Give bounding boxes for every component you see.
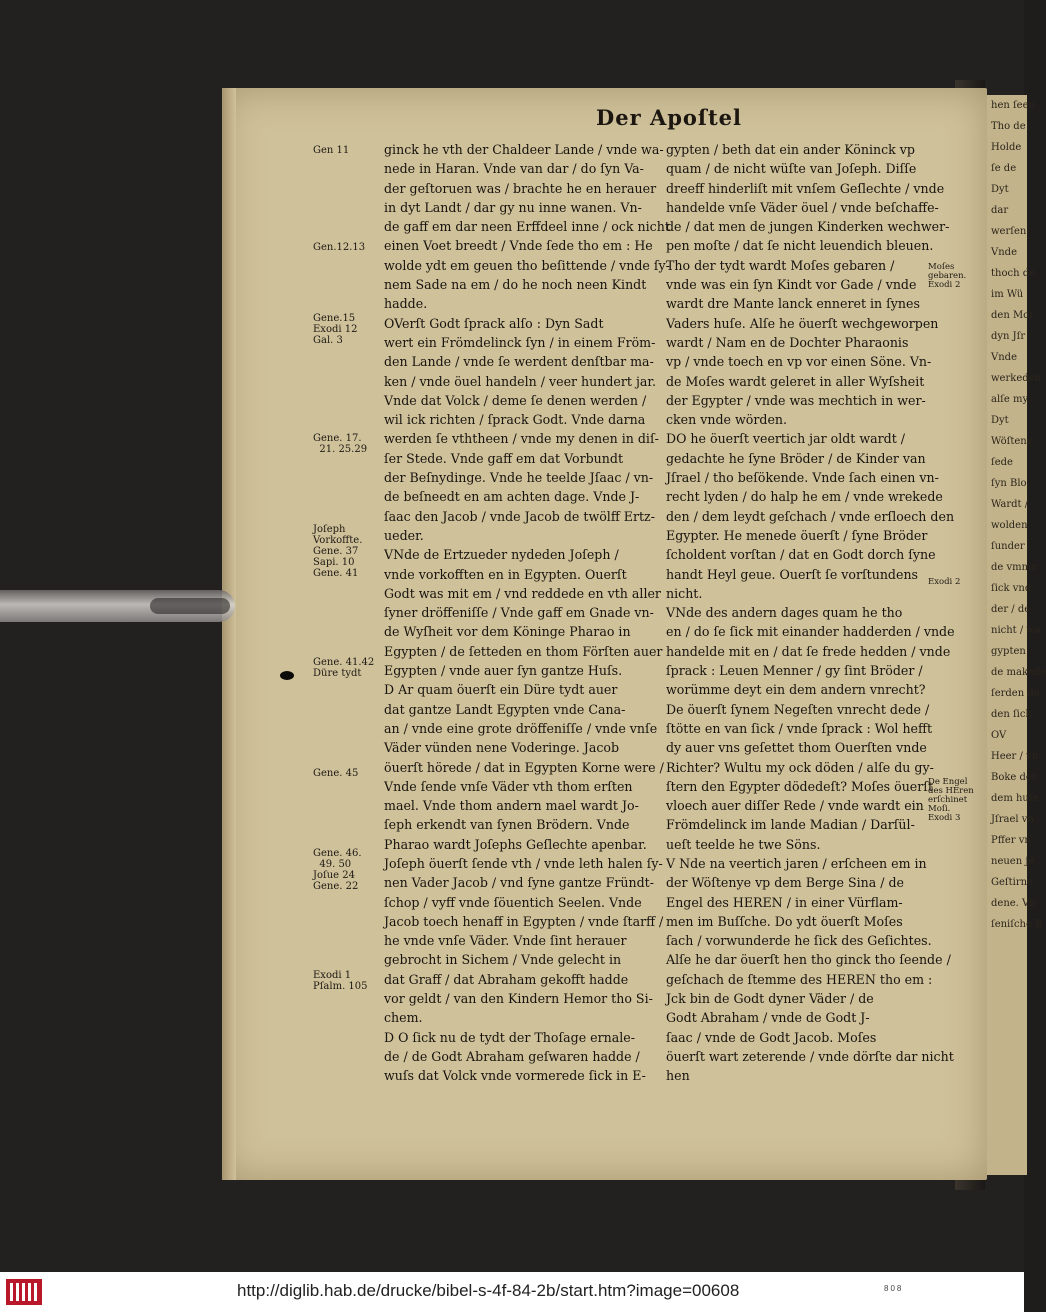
margin-reference: Gene. 17. 21. 25.29	[313, 433, 368, 455]
text-line: D O ſick nu de tydt der Thoſage ernale-	[384, 1029, 635, 1045]
text-line: de / dat men de jungen Kinderken wechwer-	[666, 219, 950, 235]
text-line: Egypten / de ſetteden en thom Förſten auer	[384, 643, 663, 659]
text-line: Godt Abraham / vnde de Godt J-	[666, 1010, 870, 1026]
text-line: ueder.	[384, 527, 424, 543]
text-line: handelde vnſe Väder öuel / vnde beſchaffe-	[666, 199, 939, 215]
next-page-fragment: Geſtirne	[991, 877, 1033, 888]
text-line: der geſtoruen was / brachte he en herauer	[384, 180, 657, 196]
text-line: wil ick richten / ſprack Godt. Vnde darna	[384, 412, 646, 428]
text-line: wert ein Frömdelinck ſyn / in einem Fröm-	[384, 334, 656, 350]
text-line: vnde was ein ſyn Kindt vor Gade / vnde	[666, 277, 917, 293]
text-line: de / de Godt Abraham geſwaren hadde /	[384, 1048, 640, 1064]
text-line: Joſeph öuerſt ſende vth / vnde leth halen ſy-	[384, 855, 663, 871]
text-line: recht lyden / do halp he em / vnde wrekede	[666, 489, 943, 505]
text-line: VNde de Ertzueder nydeden Joſeph /	[384, 547, 619, 563]
text-line: nicht.	[666, 585, 703, 601]
text-line: dat Graff / dat Abraham gekofft hadde	[384, 971, 629, 987]
text-line: V Nde na veertich jaren / erſcheen em in	[666, 855, 927, 871]
next-page-fragment: dyn Jſr	[991, 331, 1026, 342]
text-line: ſcholdent vorſtan / dat en Godt dorch ſyne	[666, 547, 936, 563]
next-page-fragment: Wardt /	[991, 499, 1029, 510]
text-column-left	[384, 140, 670, 1086]
next-page-fragment: Pffer vn	[991, 835, 1031, 846]
next-page-fragment: neuen je	[991, 856, 1035, 867]
margin-reference: Gene. 41.42 Düre tydt	[313, 657, 375, 679]
next-page-fragment: gypten	[991, 646, 1026, 657]
text-line: mael. Vnde thom andern mael wardt Jo-	[384, 798, 639, 814]
next-page-fragment: den Moſ	[991, 310, 1033, 321]
next-page-fragment: ſunder	[991, 541, 1025, 552]
text-line: ſeph erkendt van ſynen Brödern. Vnde	[384, 817, 630, 833]
text-line: wardt dre Mante lanck enneret in ſynes	[666, 296, 920, 312]
text-line: der Egypter / vnde was mechtich in wer-	[666, 392, 926, 408]
text-line: geſchach de ſtemme des HEREN tho em :	[666, 971, 933, 987]
text-line: Vaders huſe. Alſe he öuerſt wechgeworpen	[666, 315, 939, 331]
text-line: den / dem leydt geſchach / vnde erſloech den	[666, 508, 955, 524]
text-line: ſyner dröffeniſſe / Vnde gaff em Gnade vn-	[384, 605, 654, 621]
next-page-edge	[980, 95, 1046, 1175]
text-line: gypten / beth dat ein ander Köninck vp	[666, 142, 915, 157]
text-line: handelde mit en / dat ſe frede hedden / vnde	[666, 643, 951, 659]
text-line: nede in Haran. Vnde van dar / do ſyn Va-	[384, 161, 644, 177]
next-page-fragment: ſede	[991, 457, 1013, 468]
next-page-fragment: Boke der	[991, 772, 1037, 783]
text-line: gedachte he ſyne Bröder / de Kinder van	[666, 450, 926, 466]
viewer-footer	[0, 1272, 1024, 1312]
next-page-fragment: werſen	[991, 226, 1027, 237]
next-page-fragment: Vnde	[991, 352, 1017, 363]
text-line: ken / vnde öuel handeln / veer hundert jar.	[384, 373, 657, 389]
text-line: Godt was mit em / vnd reddede en vth aller	[384, 585, 661, 601]
next-page-fragment: Vnde	[991, 247, 1017, 258]
next-page-fragment: hen ſeen	[991, 100, 1035, 111]
margin-reference: Gene. 45	[313, 768, 359, 779]
text-line: hadde.	[384, 296, 428, 312]
text-line: D Ar quam öuerſt ein Düre tydt auer	[384, 682, 618, 698]
next-page-fragment: alſe my	[991, 394, 1029, 405]
next-page-fragment: dar	[991, 205, 1009, 216]
next-page-fragment: wolden	[991, 520, 1028, 531]
text-line: De öuerſt ſynem Negeſten vnrecht dede /	[666, 701, 930, 717]
text-line: an / vnde eine grote dröffeniſſe / vnde vnſe	[384, 720, 658, 736]
text-line: dreeff hinderliſt mit vnſem Geſlechte / vnde	[666, 180, 945, 196]
next-page-fragment: ſyn Blo	[991, 478, 1027, 489]
text-line: der Beſnydinge. Vnde he teelde Jſaac / vn-	[384, 470, 654, 486]
text-line: ſaac den Jacob / vnde Jacob de twölff Ertz-	[384, 508, 655, 524]
text-line: wuſs dat Volck vnde vormerede ſick in E-	[384, 1068, 646, 1084]
text-line: de gaff em dar neen Erffdeel inne / ock nicht	[384, 219, 670, 235]
text-line: Richter? Wultu my ock döden / alſe du gy-	[666, 759, 934, 775]
running-head: Der Apoſtel	[596, 105, 743, 130]
text-line: öuerſt wart zeterende / vnde dörſte dar nicht	[666, 1048, 954, 1064]
margin-reference: Gene. 46. 49. 50 Joſue 24 Gene. 22	[313, 848, 362, 892]
margin-reference: Moſes gebaren. Exodi 2	[928, 262, 967, 290]
next-page-fragment: ſick vnd	[991, 583, 1032, 594]
margin-reference: Exodi 1 Pſalm. 105	[313, 970, 368, 992]
next-page-fragment: Jſrael vn	[991, 814, 1034, 825]
next-page-fragment: der / de	[991, 604, 1031, 615]
text-line: quam / de nicht wüſte van Joſeph. Diſſe	[666, 161, 917, 177]
next-page-fragment: ſe de	[991, 163, 1017, 174]
ink-blot	[280, 671, 294, 680]
next-page-fragment: Holde	[991, 142, 1022, 153]
text-line: dy auer vns geſettet thom Ouerſten vnde	[666, 740, 927, 756]
text-line: nem Sade na em / do he noch neen Kindt	[384, 277, 647, 293]
text-line: Jacob toech henaff in Egypten / vnde ſtarff /	[384, 913, 664, 929]
next-page-fragment: thoch de	[991, 268, 1036, 279]
text-line: dat gantze Landt Egypten vnde Cana-	[384, 701, 626, 717]
next-page-fragment: Dyt	[991, 415, 1009, 426]
text-line: werden ſe vththeen / vnde my denen in diſ-	[384, 431, 659, 447]
text-line: de Moſes wardt geleret in aller Wyſsheit	[666, 373, 925, 389]
text-line: OVerſt Godt ſprack alſo : Dyn Sadt	[384, 315, 604, 331]
text-line: DO he öuerſt veertich jar oldt wardt /	[666, 431, 906, 447]
next-page-fragment: Wöſteny	[991, 436, 1033, 447]
text-line: ſprack : Leuen Menner / gy ſint Bröder /	[666, 663, 923, 679]
clip-slot	[150, 598, 230, 614]
text-line: einen Voet breedt / Vnde ſede tho em : He	[384, 238, 653, 254]
next-page-fragment: werkeden	[991, 373, 1041, 384]
text-line: nen Vader Jacob / vnd ſyne gantze Fründt-	[384, 875, 654, 891]
next-page-fragment: de makede	[991, 667, 1046, 678]
margin-reference: De Engel des HEren erſchinet Moſi. Exodi 3	[928, 777, 974, 823]
next-page-fragment: OV	[991, 730, 1007, 741]
text-line: en / do ſe ſick mit einander hadderden / vnde	[666, 624, 955, 640]
text-line: Jck bin de Godt dyner Väder / de	[666, 991, 874, 1007]
text-line: Jſrael / tho beſökende. Vnde ſach einen vn-	[666, 470, 939, 486]
text-line: vor geldt / van den Kindern Hemor tho Si-	[384, 991, 653, 1007]
text-line: Pharao wardt Joſephs Geſlechte apenbar.	[384, 836, 647, 852]
next-page-fragment: den ſick	[991, 709, 1032, 720]
margin-reference: Gen.12.13	[313, 242, 366, 253]
text-line: vloech auer diſſer Rede / vnde wardt ein	[666, 798, 924, 814]
text-line: Frömdelinck im lande Madian / Darſül-	[666, 817, 915, 833]
margin-reference: Gene.15 Exodi 12 Gal. 3	[313, 313, 358, 346]
text-line: ſtötte en van ſick / vnde ſprack : Wol hefft	[666, 720, 933, 736]
text-line: den Lande / vnde ſe werdent denſtbar ma-	[384, 354, 654, 370]
page-url[interactable]: http://diglib.hab.de/drucke/bibel-s-4f-84-2b/start.htm?image=00608	[237, 1281, 740, 1300]
text-line: ſaac / vnde de Godt Jacob. Moſes	[666, 1029, 877, 1045]
text-line: Vnde dat Volck / deme ſe denen werden /	[384, 392, 647, 408]
text-line: men im Buſſche. Do ydt öuerſt Moſes	[666, 913, 903, 929]
text-line: handt Heyl geue. Ouerſt ſe vorſtundens	[666, 566, 919, 582]
next-page-fragment: dene. Vn	[991, 898, 1036, 909]
text-line: Alſe he dar öuerſt hen tho ginck tho ſeende /	[666, 952, 951, 968]
text-line: vnde vorkofften en in Egypten. Ouerſt	[384, 566, 627, 582]
text-line: Engel des HEREN / in einer Vürflam-	[666, 894, 903, 910]
next-page-fragment: Heer / vn	[991, 751, 1039, 762]
margin-reference: Gen 11	[313, 145, 350, 156]
text-line: Egypten / vnde auer ſyn gantze Huſs.	[384, 663, 623, 679]
text-line: ueſt teelde he twe Söns.	[666, 836, 821, 852]
margin-reference: Joſeph Vorkoffte. Gene. 37 Sapi. 10 Gene. 41	[313, 524, 363, 579]
text-line: ſchop / vyff vnde ſöuentich Seelen. Vnde	[384, 894, 642, 910]
text-line: Tho der tydt wardt Moſes gebaren /	[666, 257, 895, 273]
text-line: de Wyſheit vor dem Köninge Pharao in	[384, 624, 631, 640]
margin-reference: Exodi 2	[928, 577, 961, 587]
text-line: gebrocht in Sichem / Vnde gelecht in	[384, 952, 622, 968]
text-line: ginck he vth der Chaldeer Lande / vnde wa-	[384, 142, 664, 157]
text-line: Vnde ſende vnſe Väder vth thom erſten	[384, 778, 633, 794]
page-holder-clip	[0, 578, 250, 636]
text-line: worümme deyt ein dem andern vnrecht?	[666, 682, 926, 698]
text-line: pen moſte / dat ſe nicht leuendich bleuen.	[666, 238, 934, 254]
text-line: wardt / Nam en de Dochter Pharaonis	[666, 334, 909, 350]
hab-logo-icon[interactable]	[6, 1279, 42, 1305]
text-line: Egypter. He menede öuerſt / ſyne Bröder	[666, 527, 928, 543]
text-line: ſer Stede. Vnde gaff em dat Vorbundt	[384, 450, 624, 466]
text-line: ſtern den Egypter dödedeſt? Moſes öuerſt	[666, 778, 934, 794]
text-line: hen	[666, 1068, 690, 1084]
next-page-fragment: dem huſe	[991, 793, 1039, 804]
footer-page-code: 808	[884, 1284, 904, 1293]
next-page-fragment: im Wü	[991, 289, 1024, 300]
text-line: de beſneedt en am achten dage. Vnde J-	[384, 489, 640, 505]
next-page-fragment: Dyt	[991, 184, 1009, 195]
next-page-fragment: ſeniſche B	[991, 919, 1043, 930]
text-line: VNde des andern dages quam he tho	[666, 605, 903, 621]
text-line: der Wöſtenye vp dem Berge Sina / de	[666, 875, 904, 891]
text-line: ſach / vorwunderde he ſick des Geſichtes.	[666, 933, 932, 949]
next-page-fragment: Tho de	[991, 121, 1026, 132]
text-line: wolde ydt em geuen tho beſittende / vnde ſy-	[384, 257, 670, 273]
text-line: in dyt Landt / dar gy nu inne wanen. Vn-	[384, 199, 642, 215]
text-line: chem.	[384, 1010, 423, 1026]
text-line: he vnde vnſe Väder. Vnde ſint herauer	[384, 933, 627, 949]
next-page-fragment: ſerden de	[991, 688, 1040, 699]
next-page-fragment: de vmme	[991, 562, 1038, 573]
next-page-fragment: nicht / wa	[991, 625, 1041, 636]
text-line: cken vnde wörden.	[666, 412, 788, 428]
text-line: öuerſt hörede / dat in Egypten Korne were /	[384, 759, 664, 775]
text-line: Väder vünden nene Voderinge. Jacob	[384, 740, 620, 756]
text-line: vp / vnde toech en vp vor einen Söne. Vn-	[666, 354, 932, 370]
